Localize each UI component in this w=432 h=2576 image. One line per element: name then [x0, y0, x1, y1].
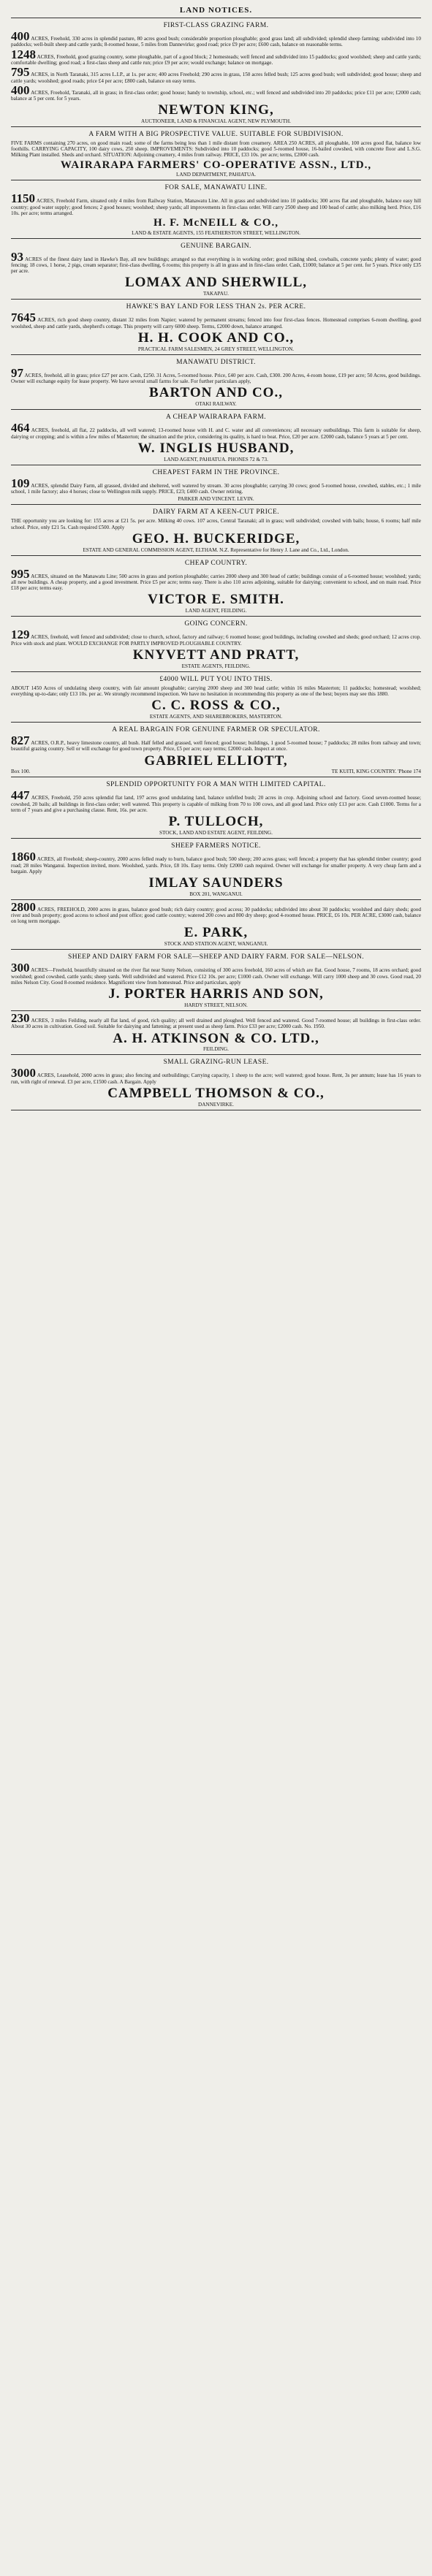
agent-name: H. F. McNEILL & CO., [153, 217, 279, 229]
divider [11, 1054, 421, 1055]
ad-body: ACRES, Freehold, 330 acres in splendid pasture, 80 acres good bush; considerable proportion ploughable; good grass land; all subdivided; splendid sheep farming; subdivided into 10 paddocks; well-built sheep and cattle yards; 8-roomed house, 5 miles from Dannevirke; good road; price £9 per acre; £600 cash, balance on reasonable terms. [11, 36, 421, 48]
ad-text [11, 963, 421, 986]
advertisement [11, 1068, 421, 1085]
advertisement [11, 191, 421, 216]
agent-address: LAND DEPARTMENT, PAHIATUA. [175, 172, 257, 178]
section-heading: £4000 WILL PUT YOU INTO THIS. [159, 675, 273, 683]
section-heading: A FARM WITH A BIG PROSPECTIVE VALUE. SUITABLE FOR SUBDIVISION. [88, 131, 344, 139]
section-heading: SHEEP AND DAIRY FARM FOR SALE—SHEEP AND DAIRY FARM. FOR SALE—NELSON. [68, 953, 364, 961]
ad-text [11, 566, 421, 592]
ad-acreage: 93 [11, 249, 23, 264]
agent-address: ESTATE AND GENERAL COMMISSION AGENT, ELTHAM. N.Z. Representative for Henry J. Lane and Co., Ltd., London. [83, 546, 349, 553]
ad-acreage: 230 [11, 1010, 30, 1025]
ad-text [11, 191, 421, 216]
ad-text [11, 423, 421, 440]
ad-body: ACRES, freehold, well fenced and subdivided; close to church, school, factory and railway; 6 roomed house; good buildings, including cowshed and sheds; good orchard; 12 acres crop. Price with stock and plant. WOULD EXCHANGE FOR PARTLY IMPROVED PLOUGHABLE COUNTRY. [11, 634, 421, 647]
ad-text [11, 733, 421, 752]
ad-text [11, 310, 421, 329]
divider [11, 838, 421, 839]
ad-text [11, 1010, 421, 1030]
ad-acreage: 447 [11, 788, 30, 803]
agent-address: STOCK, LAND AND ESTATE AGENT, FEILDING. [159, 830, 273, 837]
advertisement [11, 67, 421, 84]
ad-acreage: 400 [11, 29, 30, 43]
agent-name: W. INGLIS HUSBAND, [137, 440, 295, 456]
divider [11, 299, 421, 300]
ad-body: ACRES of the finest dairy land in Hawke's Bay, all new buildings; arranged so that everything is in working order; good milking shed, cowbails, concrete yards; plenty of water; good fencing; 18 cows, 1 horse, 2 pigs, cream separator; first-class dwelling, 6 rooms; this property is all in grass and in first-class order. Cash, £1000; balance at 5 per cent. for 5 years. Price only £35 per acre. [11, 256, 421, 275]
agent-name: LOMAX AND SHERWILL, [124, 275, 307, 291]
ad-text [11, 476, 421, 495]
advertisement [11, 140, 421, 158]
ad-acreage: 300 [11, 961, 30, 975]
divider [11, 238, 421, 239]
ad-body: ACRES, in North Taranaki, 315 acres L.I.P., at 1s. per acre; 400 acres Freehold; 290 acres in grass, 150 acres felled bush; 125 acres good bush; well subdivided; good house; sheep and cattle yards; woolshed; good roads; price £4 per acre; £800 cash, balance on easy terms. [11, 72, 421, 84]
divider [11, 504, 421, 505]
section-heading: A REAL BARGAIN FOR GENUINE FARMER OR SPECULATOR. [112, 725, 320, 733]
advertisement [11, 630, 421, 647]
agent-name: H. H. COOK AND CO., [137, 329, 295, 346]
ad-text [11, 518, 421, 530]
agent-name: J. PORTER HARRIS AND SON, [108, 986, 324, 1002]
ad-text [11, 85, 421, 102]
ad-body: ACRES, Freehold Farm, situated only 4 miles from Railway Station, Manawatu Line. All in grass and subdivided into 10 paddocks; 300 acres flat and ploughable, balance easy hill country; good water supply; good fences; 2 good houses; woolshed; sheep yards; all improvements in first-class order. Will carry 2500 sheep and 100 head of cattle; also milking herd. Price, £16 10s. per acre; terms arranged. [11, 198, 421, 216]
advertisement [11, 733, 421, 752]
ad-acreage: 7645 [11, 310, 36, 325]
advertisement [11, 790, 421, 813]
agent-name: WAIRARAPA FARMERS' CO-OPERATIVE ASSN., LTD., [60, 159, 372, 171]
ad-acreage: 2800 [11, 899, 36, 914]
ad-body: ACRES, Freehold, 250 acres splendid flat land, 197 acres good undulating land, balance unfelled bush; 20 acres in crop. Adjoining school and factory. Good seven-roomed house; cowshed, 20 bails; all buildings in first-class order; well watered. This property is capable of milking from 70 to 100 cows, and all good land. Price only £13 per acre. Cash £1000. Terms for a term of 7 years and give a purchasing clause. Rent, 16s. per acre. [11, 795, 421, 813]
advertisement [11, 899, 421, 925]
ad-body: ACRES, all Freehold; sheep-country, 2000 acres felled ready to burn, balance good bush; 500 sheep; 200 acres grass; well fenced; a property that has splendid timber country; good road; 28 miles Wanganui. Inspection invited, more. Woolshed, yards. Price, £8 10s. Easy terms. Only £2000 cash required. Owner will exchange for smaller property. A very cheap farm and a bargain. Apply [11, 856, 421, 874]
ad-acreage: 995 [11, 566, 30, 581]
divider [11, 722, 421, 723]
ad-body: ACRES, freehold, all flat, 22 paddocks, all well watered; 13-roomed house with H. and C. water and all conveniences; all necessary outbuildings. This farm is suitable for sheep, dairying or cropping; and is within a few miles of Masterton; the situation and the price, considering its quality, is hard to beat. Price, £20 per acre. £2000 cash, balance 5 years at 5 per cent. [11, 427, 421, 440]
agent-address: LAND AGENT, PAHIATUA. PHONES 72 & 73. [164, 456, 268, 462]
ad-body: ACRES, splendid Dairy Farm, all grassed, divided and sheltered, well watered by stream. 30 acres ploughable; carrying 30 cows; good 5-roomed house, cowshed, stables, etc.; 1 mile school, 1 mile factory; also 4 horses; close to Wellington milk supply. PRICE, £23; £400 cash. Owner retiring. [11, 482, 421, 495]
newspaper-column [11, 4, 421, 2561]
column-title: LAND NOTICES. [179, 6, 253, 15]
section-heading: GENUINE BARGAIN. [181, 242, 251, 250]
agent-name: P. TULLOCH, [168, 814, 264, 830]
ad-body: ACRES, Freehold, good grazing country, some ploughable, part of a good block; 2 homesteads; well fenced and subdivided into 15 paddocks; good woolshed; sheep and cattle yards; comfortable dwelling; good road; a first-class sheep and cattle run; price £9 per acre; would exchange; balance on mortgage. [11, 53, 421, 66]
divider [11, 354, 421, 355]
ad-body: FIVE FARMS containing 270 acres, on good main road; some of the farms being less than 1 mile distant from creamery. AREA 250 ACRES, all ploughable, 100 acres good flat, balance low foothills. CARRYING CAPACITY, 100 dairy cows, 250 sheep. IMPROVEMENTS: Subdivided into 10 paddocks; good 5-roomed house, 16-bailed cowshed, with concrete floor and L.S.G. Milking Plant installed. Sheds and orchard. SITUATION: Adjoining creamery, 4 miles from railway. PRICE, £33 10s. per acre; terms, £2000 cash. [11, 140, 421, 159]
divider [11, 126, 421, 127]
ad-body: ACRES, Freehold, Taranaki, all in grass; in first-class order; good house; handy to township, school, etc.; well fenced and subdivided into 20 paddocks; price £11 per acre; £2000 cash; balance at 5 per cent. for 5 years. [11, 89, 421, 102]
section-heading: SMALL GRAZING-RUN LEASE. [163, 1059, 269, 1067]
ad-acreage: 795 [11, 65, 30, 80]
divider [11, 616, 421, 617]
section-heading: FOR SALE, MANAWATU LINE. [164, 184, 268, 192]
agent-name: C. C. ROSS & CO., [151, 698, 281, 713]
section-heading: GOING CONCERN. [184, 620, 248, 628]
agent-address: HARDY STREET, NELSON. [184, 1002, 248, 1008]
divider [11, 899, 421, 900]
advertisement [11, 476, 421, 495]
section-heading: SHEEP FARMERS NOTICE. [171, 842, 261, 850]
agent-address: PRACTICAL FARM SALESMEN, 24 GREY STREET, WELLINGTON. [137, 346, 295, 352]
divider [11, 949, 421, 950]
ad-text [11, 47, 421, 66]
ad-body: ACRES, Leasehold, 2000 acres in grass; also fencing and outbuildings; Carrying capacity, 1 sheep to the acre; well watered; good house. Rent, 3s per annum; lease has 16 years to run, with right of renewal. £3 per acre, £1500 cash. A Bargain. Apply [11, 1072, 421, 1085]
ad-acreage: 400 [11, 83, 30, 97]
agent-address: ESTATE AGENTS, FEILDING. [181, 663, 251, 669]
agent-name: E. PARK, [183, 925, 249, 941]
agent-details [11, 769, 421, 774]
agent-address: FEILDING. [203, 1046, 229, 1053]
agent-address: TAKAPAU. [203, 291, 229, 297]
ad-acreage: 464 [11, 421, 30, 435]
agent-address: PARKER AND VINCENT. LEVIN. [178, 496, 254, 503]
advertisement [11, 423, 421, 440]
ad-acreage: 1248 [11, 47, 36, 61]
ad-text [11, 790, 421, 813]
ad-text [11, 852, 421, 874]
advertisement [11, 852, 421, 874]
agent-name: IMLAY SAUNDERS [148, 874, 284, 891]
section-heading: CHEAPEST FARM IN THE PROVINCE. [152, 468, 280, 476]
ad-body: THE opportunity you are looking for: 155 acres at £21 5s. per acre. Milking 40 cows. 107 acres, Central Taranaki; all in grass; well subdivided; cowshed with bails; house, 6 rooms; half mile school. Price, only £21 5s. Cash required £500. Apply [11, 518, 421, 530]
divider [11, 671, 421, 672]
advertisements [11, 22, 421, 1110]
ad-body: ACRES—Freehold, beautifully situated on the river flat near Sunny Nelson, consisting of 300 acres freehold, 160 acres of which are flat. Good house, 7 rooms, 18 acres orchard; good woolshed; good cowshed, cattle yards; sheep yards. Well subdivided and watered. Price £12 10s. per acre; £1000 cash. Owner will exchange. Will carry 1000 sheep and 30 cows. Good road, 20 miles Nelson City. Good 8-roomed residence. Magnificent view from homestead. Price and particulars, apply [11, 967, 421, 986]
ad-text [11, 140, 421, 158]
divider [11, 555, 421, 556]
agent-address: DANNEVIRKE. [198, 1101, 234, 1108]
agent-address: ESTATE AGENTS, AND SHAREBROKERS, MASTERTON. [149, 713, 283, 720]
section-heading: CHEAP COUNTRY. [184, 559, 248, 567]
section-heading: DAIRY FARM AT A KEEN-CUT PRICE. [152, 508, 280, 517]
ad-body: ABOUT 1450 Acres of undulating sheep country, with fair amount ploughable; carrying 2000 sheep and 300 head cattle; within 16 miles Masterton; 11 paddocks; homestead; woolshed; everything up-to-date; only £13 10s. per ac. We strongly recommend inspection. We have no hesitation in recommending this property as one of the best; buyers may see this 1880. [11, 685, 421, 697]
divider [11, 409, 421, 410]
agent-name: GEO. H. BUCKERIDGE, [132, 530, 300, 546]
agent-address: LAND AGENT, FEILDING. [185, 608, 247, 614]
section-heading: A CHEAP WAIRARAPA FARM. [166, 414, 266, 422]
ad-text [11, 249, 421, 275]
ad-text [11, 685, 421, 697]
advertisement [11, 31, 421, 48]
agent-name: BARTON AND CO., [149, 385, 283, 401]
advertisement [11, 518, 421, 530]
ad-text [11, 1068, 421, 1085]
agent-name: CAMPBELL THOMSON & CO., [107, 1086, 325, 1101]
advertisement [11, 685, 421, 697]
agent-address: TE KUITI, KING COUNTRY. 'Phone 174 [331, 769, 421, 775]
ad-text [11, 899, 421, 925]
ad-acreage: 3000 [11, 1066, 36, 1081]
ad-body: ACRES, FREEHOLD, 2000 acres in grass, balance good bush; rich dairy country; good access; 30 paddocks; subdivided into about 30 paddocks; woolshed and dairy sheds; good river and bush property; good access to school and post office; good cattle country; watered 200 cows and 800 dry sheep; good 4-roomed house. PRICE, £6 10s. PER ACRE, £3000 cash, balance on long term mortgage. [11, 906, 421, 925]
section-heading: SPLENDID OPPORTUNITY FOR A MAN WITH LIMITED CAPITAL. [106, 781, 326, 789]
agent-address: BOX 201, WANGANUI. [189, 891, 243, 897]
advertisement [11, 310, 421, 329]
agent-address: LAND & ESTATE AGENTS, 155 FEATHERSTON STREET, WELLINGTON. [132, 229, 300, 236]
advertisement [11, 365, 421, 385]
ad-body: ACRES, O.R.P., heavy limestone country, all bush. Half felled and grassed, well fenced; good house; buildings, 1 good 5-roomed house; 7 paddocks; 28 miles from railway and town; beautiful grazing country. Sell or will exchange for good town property. Price, £5 per acre; easy terms; £2000 cash. Inspect at once. [11, 739, 421, 752]
section-heading: HAWKE'S BAY LAND FOR LESS THAN 2s. PER ACRE. [126, 303, 306, 311]
agent-address: OTAKI RAILWAY. [195, 401, 237, 408]
ad-body: ACRES, 3 miles Feilding, nearly all flat land, of good, rich quality; all well drained and ploughed. Well fenced and watered. Good 7-roomed house; all buildings in first-class order. About 30 acres in cultivation. Good soil. Suitable for dairying and fattening; at present used as sheep farm. Price £33 per acre; £2000 cash. No. 1950. [11, 1017, 421, 1030]
advertisement [11, 1010, 421, 1030]
advertisement [11, 249, 421, 275]
ad-body: ACRES, freehold, all in grass; price £27 per acre. Cash, £250. 31 Acres, 5-roomed house. Price, £40 per acre. Cash, £300. 200 Acres, 4-room house, £19 per acre; 50 Acres, good buildings. Owner will exchange equity for lease property. We have several small farms for sale. For further particulars apply, [11, 372, 421, 385]
advertisement [11, 566, 421, 592]
ad-acreage: 1150 [11, 191, 36, 206]
ad-acreage: 97 [11, 365, 23, 380]
section-heading: FIRST-CLASS GRAZING FARM. [163, 22, 269, 29]
divider [11, 1010, 421, 1011]
ad-text [11, 67, 421, 84]
agent-name: NEWTON KING, [158, 102, 274, 118]
agent-name: A. H. ATKINSON & CO. LTD., [113, 1030, 319, 1046]
ad-text [11, 31, 421, 48]
section-heading: MANAWATU DISTRICT. [176, 358, 256, 366]
ad-acreage: 109 [11, 476, 30, 490]
advertisement [11, 963, 421, 986]
agent-name: KNYVETT AND PRATT, [132, 647, 300, 663]
ad-acreage: 827 [11, 733, 30, 747]
ad-text [11, 365, 421, 385]
advertisement [11, 47, 421, 66]
agent-name: VICTOR E. SMITH. [148, 592, 284, 608]
ad-body: ACRES, rich good sheep country, distant 32 miles from Napier; watered by permanent streams; fenced into four first-class fences. Homestead comprises 6-room dwelling, good woolshed, sheep and cattle yards, shepherd's cottage. This property will carry 6000 sheep. Terms, £2000 down, balance arranged. [11, 317, 421, 329]
agent-address: STOCK AND STATION AGENT, WANGANUI. [164, 941, 268, 948]
ad-acreage: 129 [11, 628, 30, 642]
agent-address: AUCTIONEER, LAND & FINANCIAL AGENT, NEW PLYMOUTH. [141, 118, 291, 125]
ad-text [11, 630, 421, 647]
advertisement [11, 85, 421, 102]
ad-body: ACRES, situated on the Manawatu Line; 500 acres in grass and portion ploughable; carries 2000 sheep and 300 head of cattle; buildings consist of a 6-roomed house; woolshed; yards; all new buildings. A cheap property, and a good investment. Price £5 per acre; terms easy. There is also 110 acres adjoining, suitable for dairying; convenient to school, and on main road. Price £18 per acre; terms easy. [11, 573, 421, 592]
agent-name: GABRIEL ELLIOTT, [144, 752, 288, 769]
agent-box: Box 100. [11, 769, 31, 775]
ad-acreage: 1860 [11, 850, 36, 864]
